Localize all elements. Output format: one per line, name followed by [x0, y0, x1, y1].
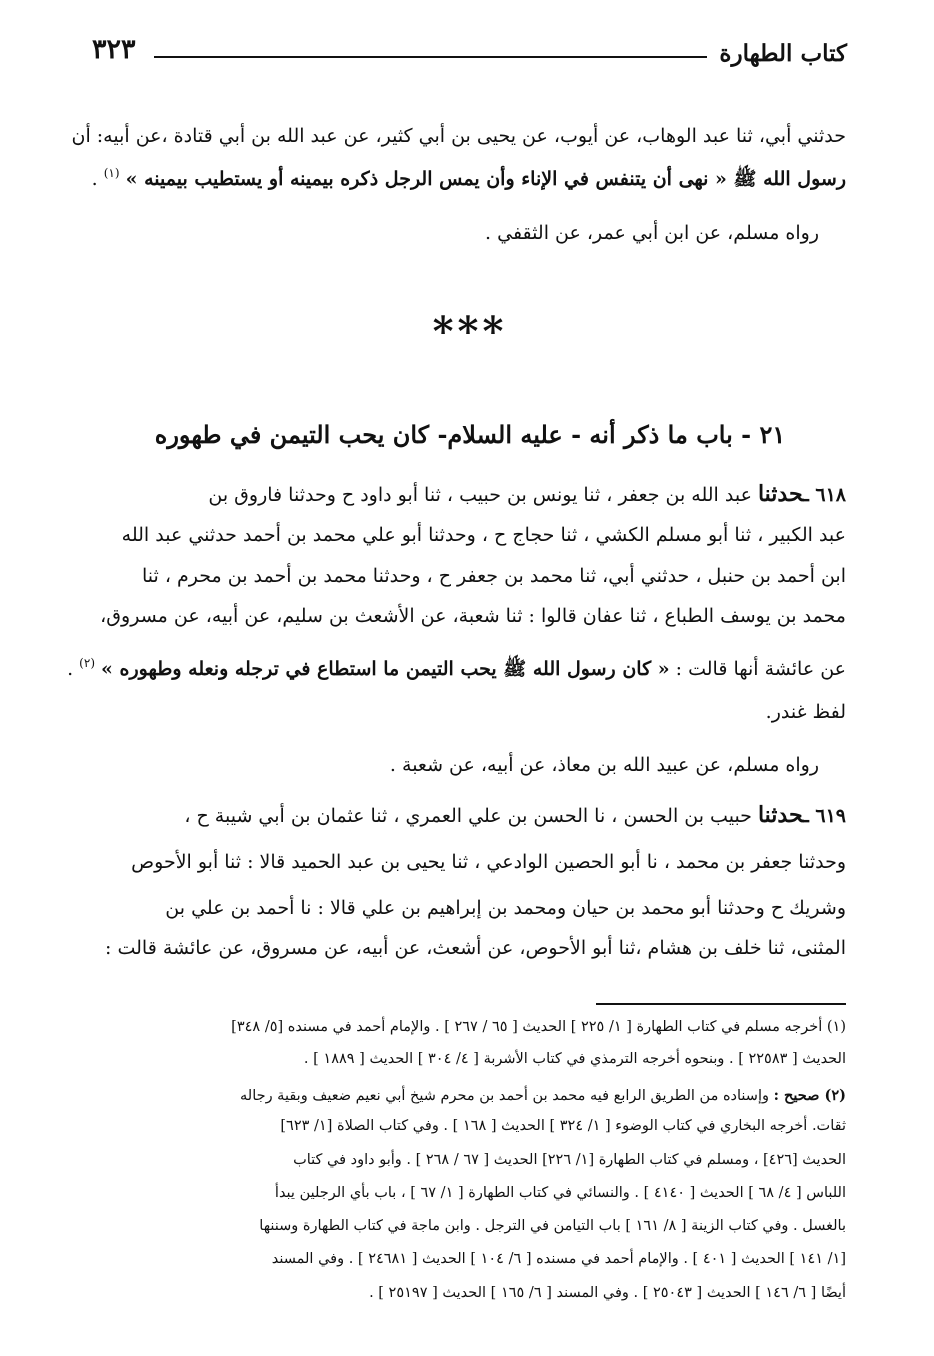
footnote-line: بالغسل . وفي كتاب الزينة [ ٨/ ١٦١ ] باب التيامن في الترجل . وابن ماجة في كتاب الطهارة وسننها	[259, 1218, 846, 1234]
chapter-heading: ٢١ - باب ما ذكر أنه - عليه السلام- كان يحب التيمن في طهوره	[154, 420, 786, 449]
section-separator: ***	[432, 308, 508, 355]
hadith-618-line: لفظ غندر.	[765, 701, 846, 723]
footnote-line: أيضًا [ ٦/ ١٤٦ ] الحديث [ ٢٥٠٤٣ ] . وفي المسند [ ٦/ ١٦٥ ] الحديث [ ٢٥١٩٧ ] .	[369, 1285, 846, 1301]
line-end: .	[67, 658, 74, 680]
prophet-saying: رسول الله ﷺ « نهى أن يتنفس في الإناء وأن يمس الرجل ذكره بيمينه أو يستطيب بيمينه »	[125, 168, 846, 190]
hadith-618-line: عبد الكبير ، ثنا أبو مسلم الكشي ، ثنا حجاج ح ، وحدثنا أبو علي محمد بن أحمد حدثني عبد الله	[121, 524, 846, 546]
hadith-number: ٦١٩ ـ	[803, 805, 846, 827]
page-number: ٣٢٣	[92, 34, 136, 65]
line-end: .	[91, 168, 98, 190]
footnote-line: ثقات. أخرجه البخاري في كتاب الوضوء [ ١/ ٣٢٤ ] الحديث [ ١٦٨ ] . وفي كتاب الصلاة [١/ ٦٢٣]	[280, 1118, 846, 1134]
hadith-618-line	[86, 479, 846, 510]
footnote-line	[86, 1085, 846, 1107]
footnote-line: الحديث [٤٢٦] ، ومسلم في كتاب الطهارة [١/ ٢٢٦] الحديث [ ٦٧ / ٢٦٨ ] . وأبو داود في كتاب	[293, 1152, 846, 1168]
footnote-text: وإسناده من الطريق الرابع فيه محمد بن أحمد بن محرم شيخ أبي نعيم ضعيف وبقية رجاله	[240, 1088, 769, 1104]
hadith-619-line: وحدثنا جعفر بن محمد ، نا أبو الحصين الوادعي ، ثنا يحيى بن عبد الحميد قالا : ثنا أبو الأحوص	[131, 851, 846, 873]
text-line: رواه مسلم، عن ابن أبي عمر، عن الثقفي .	[485, 222, 819, 244]
footnote-ref: (٢)	[79, 656, 95, 670]
hadith-text: عن عائشة أنها قالت :	[675, 658, 846, 680]
hadith-text: عبد الله بن جعفر ، ثنا يونس بن حبيب ، ثنا أبو داود ح وحدثنا فاروق بن	[208, 484, 752, 506]
hadith-keyword: حدثنا	[757, 481, 804, 507]
header-rule	[154, 56, 707, 58]
footnote-ref: (١)	[103, 166, 120, 180]
prophet-saying: « كان رسول الله ﷺ يحب التيمن ما استطاع في ترجله ونعله وطهوره »	[101, 658, 670, 680]
hadith-618-line: رواه مسلم، عن عبيد الله بن معاذ، عن أبيه، عن شعبة .	[389, 754, 819, 776]
footnote-line: (١) أخرجه مسلم في كتاب الطهارة [ ١/ ٢٢٥ ] الحديث [ ٦٥ / ٢٦٧ ] . والإمام أحمد في مسنده [٥/ ٣٤٨]	[231, 1019, 846, 1035]
hadith-618-line: ابن أحمد بن حنبل ، حدثني أبي، ثنا محمد بن جعفر ح ، وحدثنا محمد بن أحمد بن محرم ، ثنا	[142, 565, 846, 587]
footnote-line: الحديث [ ٢٢٥٨٣ ] . وبنحوه أخرجه الترمذي في كتاب الأشربة [ ٤/ ٣٠٤ ] الحديث [ ١٨٨٩ ] .	[303, 1051, 846, 1067]
hadith-619-line	[86, 800, 846, 831]
hadith-618-line	[67, 648, 846, 684]
hadith-619-line: المثنى، ثنا خلف بن هشام ،ثنا أبو الأحوص، عن أشعث، عن أبيه، عن مسروق، عن عائشة قالت :	[105, 937, 846, 959]
running-header	[92, 34, 847, 74]
footnote-line: اللباس [ ٤/ ٦٨ ] الحديث [ ٤١٤٠ ] . والنسائي في كتاب الطهارة [ ١/ ٦٧ ] ، باب بأي الرجلين يبدأ	[274, 1185, 846, 1201]
footnote-rule	[596, 1003, 846, 1005]
text-line	[86, 158, 846, 194]
text-line: حدثني أبي، ثنا عبد الوهاب، عن أيوب، عن يحيى بن أبي كثير، عن عبد الله بن أبي قتادة ،عن أبيه: أن	[71, 125, 846, 147]
hadith-619-line: وشريك ح وحدثنا أبو محمد بن حيان ومحمد بن إبراهيم بن علي قالا : نا أحمد بن علي بن	[165, 897, 846, 919]
hadith-text: حبيب بن الحسن ، نا الحسن بن علي العمري ، ثنا عثمان بن أبي شيبة ح ،	[184, 805, 752, 827]
header-title: كتاب الطهارة	[719, 40, 847, 67]
footnote-label: (٢) صحيح :	[773, 1087, 846, 1104]
footnote-line: [١/ ١٤١ ] الحديث [ ٤٠١ ] . والإمام أحمد في مسنده [ ٦/ ١٠٤ ] الحديث [ ٢٤٦٨١ ] . وفي المسند	[271, 1251, 846, 1267]
hadith-number: ٦١٨ ـ	[803, 484, 846, 506]
hadith-keyword: حدثنا	[757, 802, 804, 828]
hadith-618-line: محمد بن يوسف الطباع ، ثنا عفان قالوا : ثنا شعبة، عن الأشعث بن سليم، عن أبيه، عن مسروق،	[100, 605, 846, 627]
